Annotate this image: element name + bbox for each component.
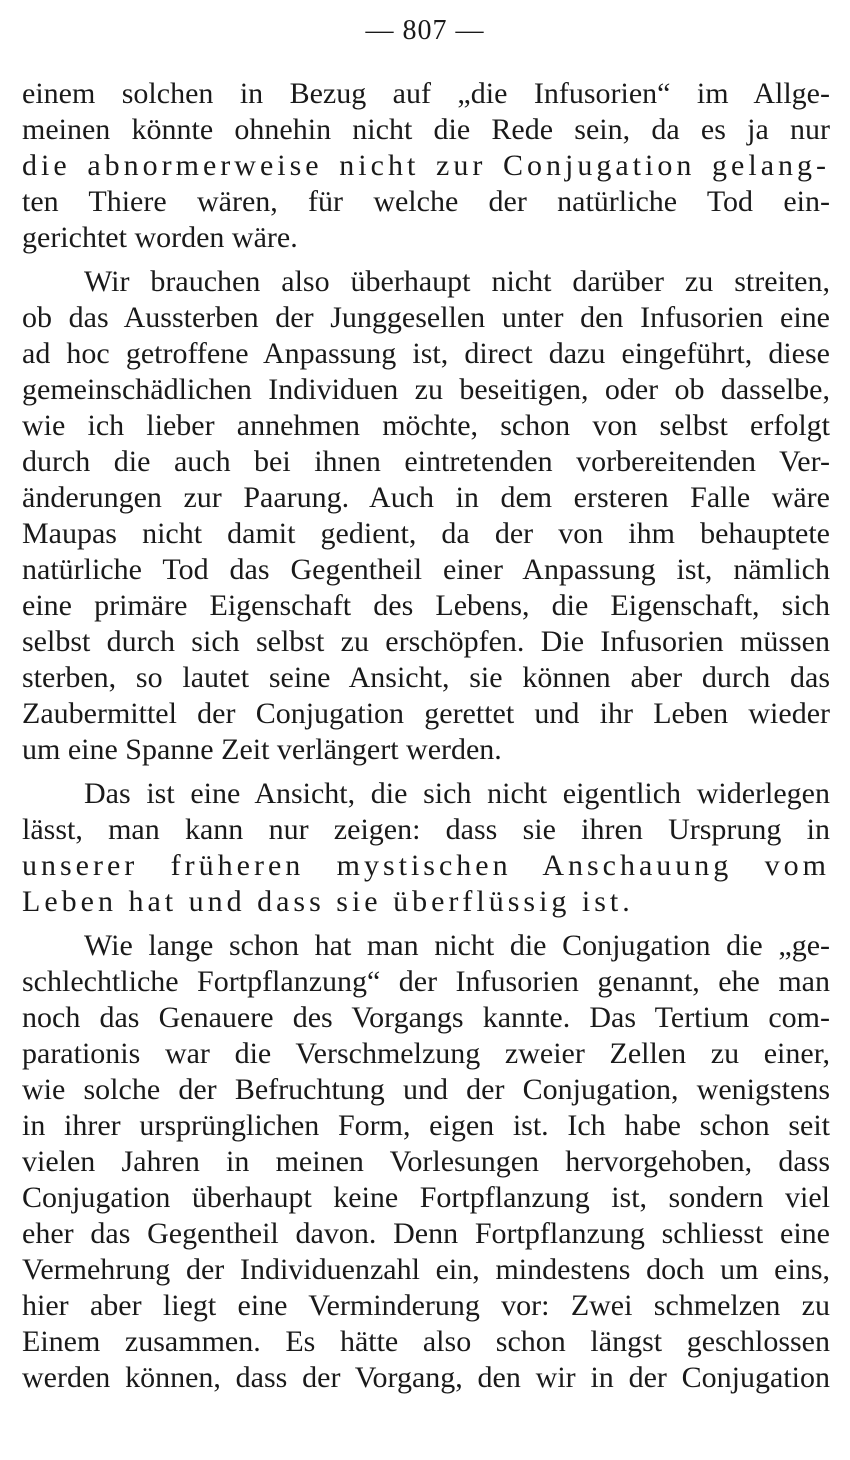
text-line-27: parationis war die Verschmelzung zweier Zellen zu einer, (22, 1037, 830, 1070)
text-line-28: wie solche der Befruchtung und der Conjugation, wenigstens (22, 1073, 830, 1106)
text-line-26: noch das Genauere des Vorgangs kannte. Das Tertium com- (22, 1001, 830, 1034)
text-line-5: gerichtet worden wäre. (22, 221, 298, 254)
text-line-29: in ihrer ursprünglichen Form, eigen ist. Ich habe schon seit (22, 1109, 830, 1142)
text-line-34: hier aber liegt eine Verminderung vor: Zwei schmelzen zu (22, 1289, 830, 1322)
text-line-13: Maupas nicht damit gedient, da der von ihm behauptete (22, 517, 830, 550)
text-line-32: eher das Gegentheil davon. Denn Fortpflanzung schliesst eine (22, 1217, 830, 1250)
text-line-24: Wie lange schon hat man nicht die Conjugation die „ge- (84, 929, 830, 962)
page-number: — 807 — (365, 15, 485, 46)
text-line-31: Conjugation überhaupt keine Fortpflanzung ist, sondern viel (22, 1181, 830, 1214)
text-line-4: ten Thiere wären, für welche der natürliche Tod ein- (22, 185, 830, 218)
text-line-36: werden können, dass der Vorgang, den wir in der Conjugation (22, 1361, 830, 1394)
text-line-12: änderungen zur Paarung. Auch in dem ersteren Falle wäre (22, 481, 830, 514)
text-line-1: einem solchen in Bezug auf „die Infusorien“ im Allge- (22, 77, 830, 110)
text-line-11: durch die auch bei ihnen eintretenden vorbereitenden Ver- (22, 445, 830, 478)
text-line-30: vielen Jahren in meinen Vorlesungen hervorgehoben, dass (22, 1145, 830, 1178)
text-line-2: meinen könnte ohnehin nicht die Rede sein, da es ja nur (22, 113, 830, 146)
text-line-7: ob das Aussterben der Junggesellen unter den Infusorien eine (22, 301, 830, 334)
text-line-19: um eine Spanne Zeit verlängert werden. (22, 733, 502, 766)
text-line-10: wie ich lieber annehmen möchte, schon von selbst erfolgt (22, 409, 830, 442)
text-line-20: Das ist eine Ansicht, die sich nicht eigentlich widerlegen (84, 777, 830, 810)
text-line-6: Wir brauchen also überhaupt nicht darüber zu streiten, (84, 265, 830, 298)
text-line-15: eine primäre Eigenschaft des Lebens, die Eigenschaft, sich (22, 589, 830, 622)
text-line-14: natürliche Tod das Gegentheil einer Anpassung ist, nämlich (22, 553, 830, 586)
text-line-8: ad hoc getroffene Anpassung ist, direct dazu eingeführt, diese (22, 337, 830, 370)
text-line-18: Zaubermittel der Conjugation gerettet und ihr Leben wieder (22, 697, 830, 730)
text-line-33: Vermehrung der Individuenzahl ein, mindestens doch um eins, (22, 1253, 830, 1286)
text-line-3: die abnormerweise nicht zur Conjugation gelang- (22, 149, 830, 182)
text-line-22: unserer früheren mystischen Anschauung vom (22, 849, 830, 882)
text-line-23: Leben hat und dass sie überflüssig ist. (22, 885, 634, 918)
text-line-16: selbst durch sich selbst zu erschöpfen. Die Infusorien müssen (22, 625, 830, 658)
text-line-9: gemeinschädlichen Individuen zu beseitigen, oder ob dasselbe, (22, 373, 830, 406)
text-line-21: lässt, man kann nur zeigen: dass sie ihren Ursprung in (22, 813, 830, 846)
text-line-17: sterben, so lautet seine Ansicht, sie können aber durch das (22, 661, 830, 694)
text-line-25: schlechtliche Fortpflanzung“ der Infusorien genannt, ehe man (22, 965, 830, 998)
text-line-35: Einem zusammen. Es hätte also schon längst geschlossen (22, 1325, 830, 1358)
